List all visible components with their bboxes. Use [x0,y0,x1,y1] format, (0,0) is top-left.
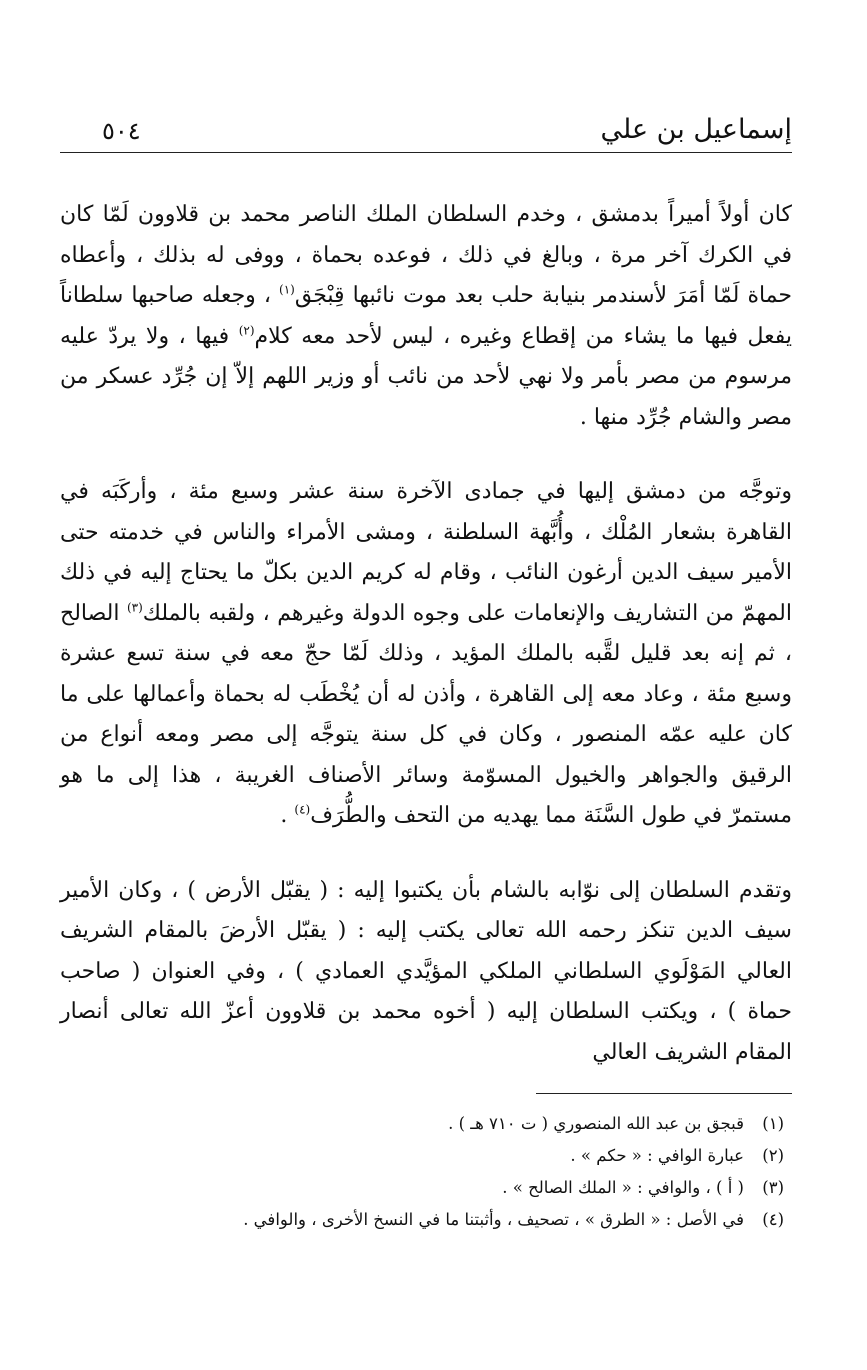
paragraph-1 [60,195,792,438]
paragraph-2 [60,472,792,837]
footnote-1 [60,1108,792,1140]
footnote-mark: (٢) [762,1146,784,1165]
footnote-text: في الأصل : « الطرق » ، تصحيف ، وأثبتنا ما في النسخ الأخرى ، والوافي . [243,1210,744,1229]
footnotes [60,1108,792,1236]
paragraph-3: وتقدم السلطان إلى نوّابه بالشام بأن يكتبوا إليه : ( يقبّل الأرض ) ، وكان الأمير سيف الدين تنكز رحمه الله تعالى يكتب إليه : ( يقبّل الأرضَ بالمقام الشريف العالي المَوْلَوي السلطاني الملكي المؤيَّدي العمادي ) ، وفي العنوان ( صاحب حماة ) ، ويكتب السلطان إليه ( أخوه محمد بن قلاوون أعزّ الله تعالى أنصار المقام الشريف العالي [60,877,792,1065]
paragraph-1-part-b: ، وجعله صاحبها سلطاناً يفعل فيها ما يشاء من إقطاع وغيره ، ليس لأحد معه كلام [60,283,792,349]
footnote-divider [536,1093,792,1094]
paragraph-1-part-a: كان أولاً أميراً بدمشق ، وخدم السلطان الملك الناصر محمد بن قلاوون لَمّا كان في الكرك آخر مرة ، وبالغ في ذلك ، فوعده بحماة ، ووفى له بذلك ، وأعطاه حماة لَمّا أمَرَ لأسندمر بنيابة حلب بعد موت نائبها قِبْجَق [60,202,792,308]
footnote-text: قبجق بن عبد الله المنصوري ( ت ٧١٠ هـ ) . [448,1114,744,1133]
footnote-ref-3[interactable]: (٣) [126,600,143,615]
footnote-ref-2[interactable]: (٢) [238,323,255,338]
paragraph-2-part-a: وتوجَّه من دمشق إليها في جمادى الآخرة سنة عشر وسبع مئة ، وأركَبَه في القاهرة بشعار المُلْك ، وأُبَّهة السلطنة ، ومشى الأمراء والناس في خدمته حتى الأمير سيف الدين أرغون النائب ، وقام له كريم الدين بكلّ ما يحتاج إليه في ذلك المهمّ من التشاريف والإنعامات على وجوه الدولة وغيرهم ، ولقبه بالملك [60,479,792,626]
footnote-3 [60,1172,792,1204]
footnote-mark: (٣) [762,1178,784,1197]
footnote-ref-1[interactable]: (١) [279,282,295,297]
footnote-2 [60,1140,792,1172]
footnote-ref-4[interactable]: (٤) [294,802,311,817]
paragraph-2-part-b: الصالح ، ثم إنه بعد قليل لقَّبه بالملك المؤيد ، وذلك لَمّا حجّ معه في سنة تسع عشرة وسبع مئة ، وعاد معه إلى القاهرة ، وأذن له أن يُخْطَب له بحماة وأعمالها على ما كان عليه عمّه المنصور ، وكان في كل سنة يتوجَّه إلى مصر ومعه أنواع من الرقيق والجواهر والخيول المسوّمة وسائر الأصناف الغريبة ، هذا إلى ما هو مستمرّ في طول السَّنَة مما يهديه من التحف والطُّرَف [60,600,792,828]
footnote-text: ( أ ) ، والوافي : « الملك الصالح » . [502,1178,744,1197]
paragraph-1-part-c: فيها ، ولا يردّ عليه مرسوم من مصر بأمر ولا نهي لأحد من نائب أو وزير اللهم إلاّ إن جُرِّد عسكر من مصر والشام جُرِّد منها . [60,323,792,430]
running-title: إسماعيل بن علي [600,114,792,145]
footnote-text: عبارة الوافي : « حكم » . [570,1146,744,1165]
running-header [60,110,792,153]
footnote-mark: (١) [762,1114,784,1133]
page-number: ٥٠٤ [102,117,141,145]
footnote-mark: (٤) [762,1210,784,1229]
footnote-4 [60,1204,792,1236]
body-text [60,195,792,1073]
paragraph-2-part-c: . [280,803,295,828]
book-page [60,110,792,1310]
